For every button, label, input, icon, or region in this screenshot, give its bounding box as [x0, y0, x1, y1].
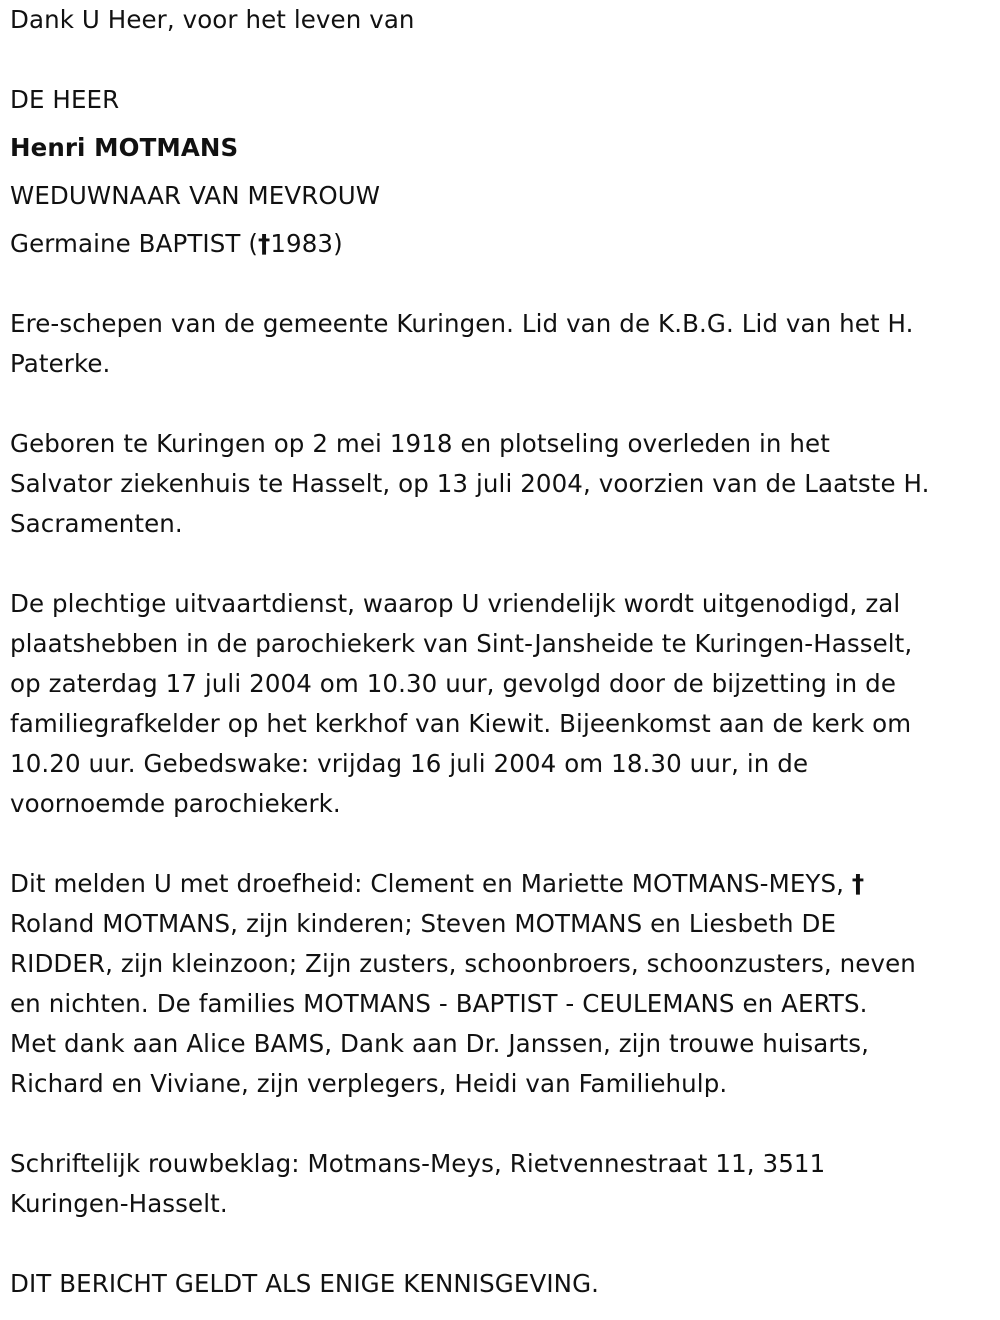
- spacer: [10, 1104, 988, 1144]
- widow-line: WEDUWNAAR VAN MEVROUW: [10, 181, 381, 210]
- text-line: en nichten. De families MOTMANS - BAPTIST - CEULEMANS en AERTS.: [10, 989, 868, 1018]
- opening-line: Dank U Heer, voor het leven van: [10, 5, 415, 34]
- spacer: [10, 824, 988, 864]
- spacer: [10, 40, 988, 80]
- text-line: Schriftelijk rouwbeklag: Motmans-Meys, Rietvennestraat 11, 3511: [10, 1149, 826, 1178]
- spouse-death-year: 1983): [270, 229, 343, 258]
- funeral-paragraph: [10, 584, 988, 824]
- text-line: 10.20 uur. Gebedswake: vrijdag 16 juli 2004 om 18.30 uur, in de: [10, 749, 809, 778]
- spacer: [10, 544, 988, 584]
- closing-line: DIT BERICHT GELDT ALS ENIGE KENNISGEVING.: [10, 1269, 600, 1298]
- text-line: Met dank aan Alice BAMS, Dank aan Dr. Janssen, zijn trouwe huisarts,: [10, 1029, 870, 1058]
- text-line: Kuringen-Hasselt.: [10, 1189, 228, 1218]
- text-line: Richard en Viviane, zijn verplegers, Heidi van Familiehulp.: [10, 1069, 728, 1098]
- text-line: voornoemde parochiekerk.: [10, 789, 341, 818]
- text-line: Ere-schepen van de gemeente Kuringen. Lid van de K.B.G. Lid van het H.: [10, 309, 914, 338]
- title-line: DE HEER: [10, 85, 120, 114]
- spacer: [10, 264, 988, 304]
- text-line: familiegrafkelder op het kerkhof van Kiewit. Bijeenkomst aan de kerk om: [10, 709, 912, 738]
- text-line: op zaterdag 17 juli 2004 om 10.30 uur, gevolgd door de bijzetting in de: [10, 669, 896, 698]
- family-paragraph: [10, 864, 988, 1104]
- roles-paragraph: [10, 304, 988, 384]
- spacer: [10, 384, 988, 424]
- condolence-paragraph: [10, 1144, 988, 1224]
- spacer: [10, 1224, 988, 1264]
- text-line: Paterke.: [10, 349, 111, 378]
- spouse-line: [10, 224, 988, 264]
- family-first-line: Dit melden U met droefheid: Clement en Mariette MOTMANS-MEYS,: [10, 869, 845, 898]
- text-line: De plechtige uitvaartdienst, waarop U vriendelijk wordt uitgenodigd, zal: [10, 589, 901, 618]
- text-line: Sacramenten.: [10, 509, 183, 538]
- birth-death-paragraph: [10, 424, 988, 544]
- cross-icon: †: [851, 869, 865, 898]
- text-line: plaatshebben in de parochiekerk van Sint-Jansheide te Kuringen-Hasselt,: [10, 629, 913, 658]
- cross-icon: †: [257, 229, 271, 258]
- text-line: RIDDER, zijn kleinzoon; Zijn zusters, schoonbroers, schoonzusters, neven: [10, 949, 916, 978]
- text-line: Salvator ziekenhuis te Hasselt, op 13 juli 2004, voorzien van de Laatste H.: [10, 469, 930, 498]
- obituary-document: [10, 0, 988, 1304]
- deceased-name: Henri MOTMANS: [10, 133, 239, 162]
- text-line: Roland MOTMANS, zijn kinderen; Steven MOTMANS en Liesbeth DE: [10, 909, 837, 938]
- text-line: [10, 864, 988, 904]
- text-line: Geboren te Kuringen op 2 mei 1918 en plotseling overleden in het: [10, 429, 830, 458]
- spouse-name: Germaine BAPTIST (: [10, 229, 258, 258]
